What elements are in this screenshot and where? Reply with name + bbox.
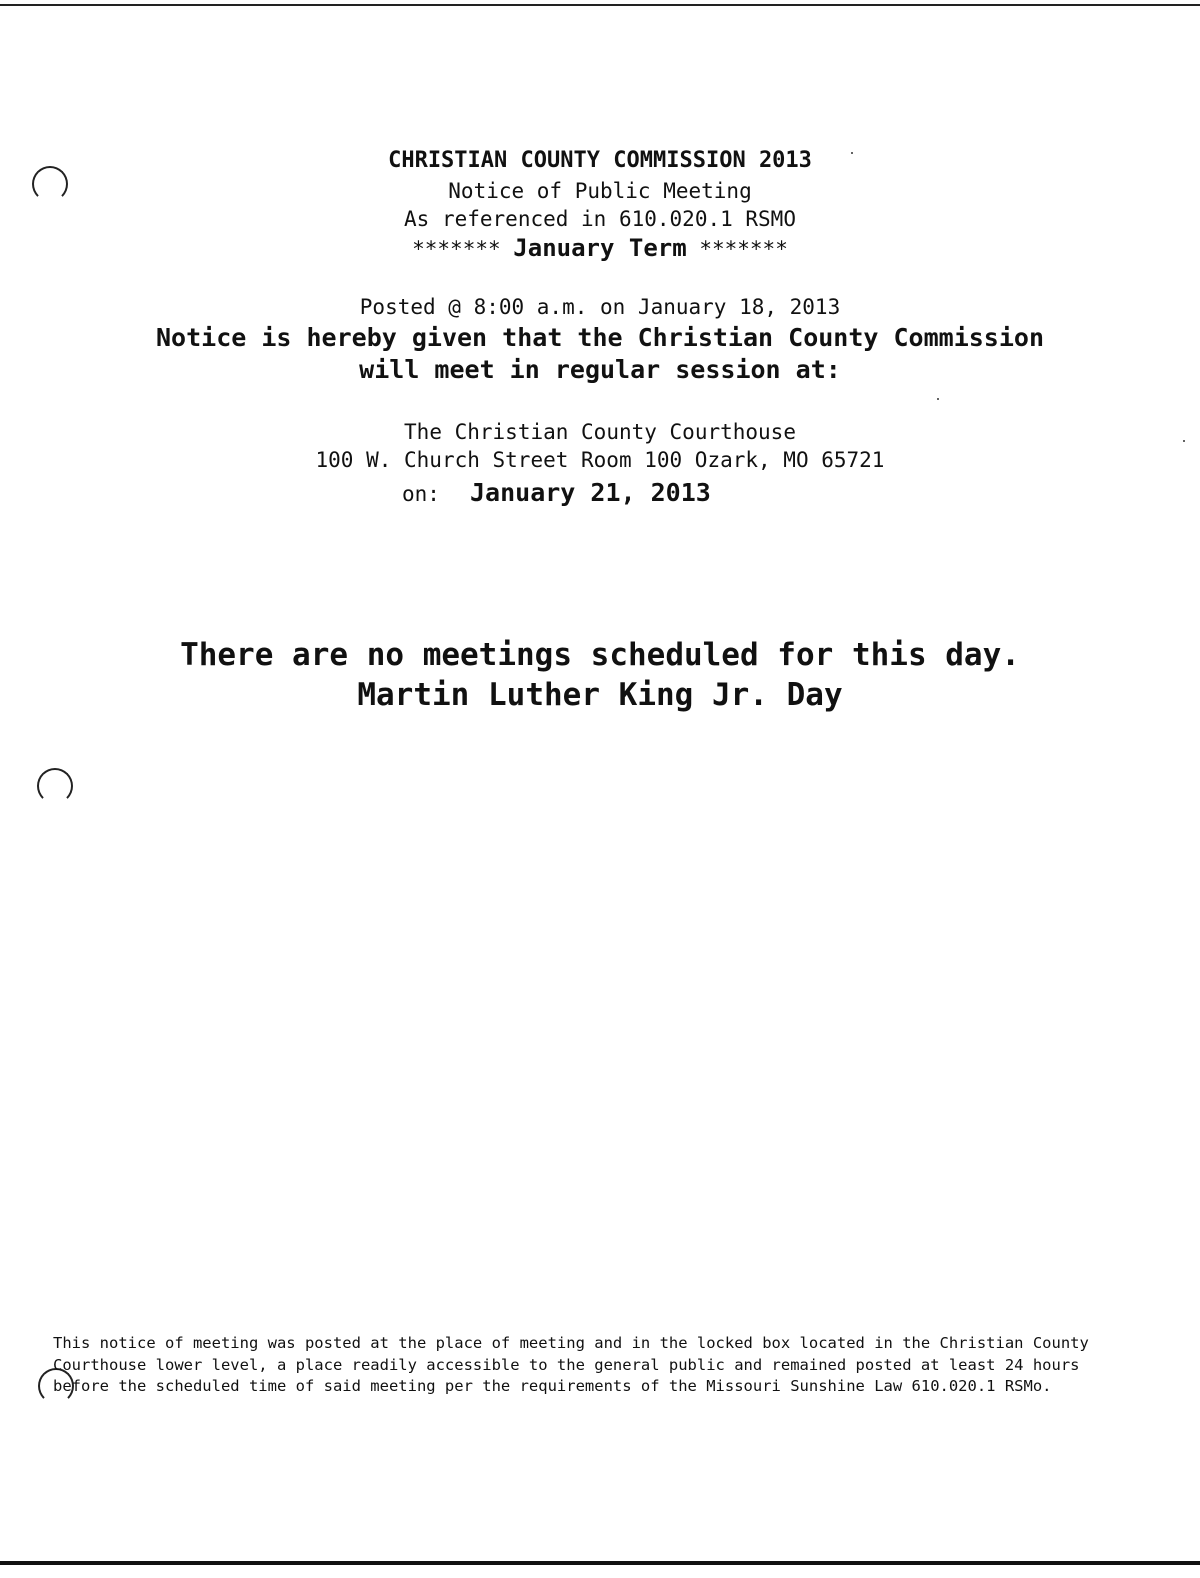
posting-certification: [53, 1333, 1153, 1398]
on-label: on:: [402, 482, 440, 506]
bottom-page-edge: [0, 1561, 1200, 1565]
term-stars-left: *******: [412, 237, 501, 261]
footer-line-3: before the scheduled time of said meeting per the requirements of the Missouri Sunshine Law 610.020.1 RSMo.: [53, 1377, 1052, 1395]
meeting-date-line: [402, 478, 711, 507]
statute-reference: As referenced in 610.020.1 RSMO: [404, 207, 796, 231]
term-stars-right: *******: [699, 237, 788, 261]
posted-timestamp: Posted @ 8:00 a.m. on January 18, 2013: [359, 295, 841, 319]
punch-hole-icon: [37, 768, 73, 804]
document-title: CHRISTIAN COUNTY COMMISSION 2013: [388, 148, 812, 173]
term-heading: [0, 236, 1200, 260]
term-name: January Term: [513, 234, 687, 262]
meeting-building: The Christian County Courthouse: [404, 420, 796, 444]
holiday-name: Martin Luther King Jr. Day: [357, 677, 843, 713]
document-subtitle: Notice of Public Meeting: [448, 179, 752, 203]
scan-speck: [937, 398, 939, 400]
notice-line-2: will meet in regular session at:: [359, 355, 841, 384]
notice-line-1: Notice is hereby given that the Christian County Commission: [155, 323, 1045, 352]
top-page-edge: [0, 4, 1200, 6]
meeting-address: 100 W. Church Street Room 100 Ozark, MO 65721: [315, 448, 885, 472]
meeting-date: January 21, 2013: [470, 478, 711, 507]
no-meetings-announcement: There are no meetings scheduled for this day.: [180, 637, 1020, 673]
footer-line-2: Courthouse lower level, a place readily accessible to the general public and remained posted at least 24 hours: [53, 1355, 1080, 1374]
footer-line-1: This notice of meeting was posted at the place of meeting and in the locked box located in the Christian County: [53, 1334, 1089, 1352]
